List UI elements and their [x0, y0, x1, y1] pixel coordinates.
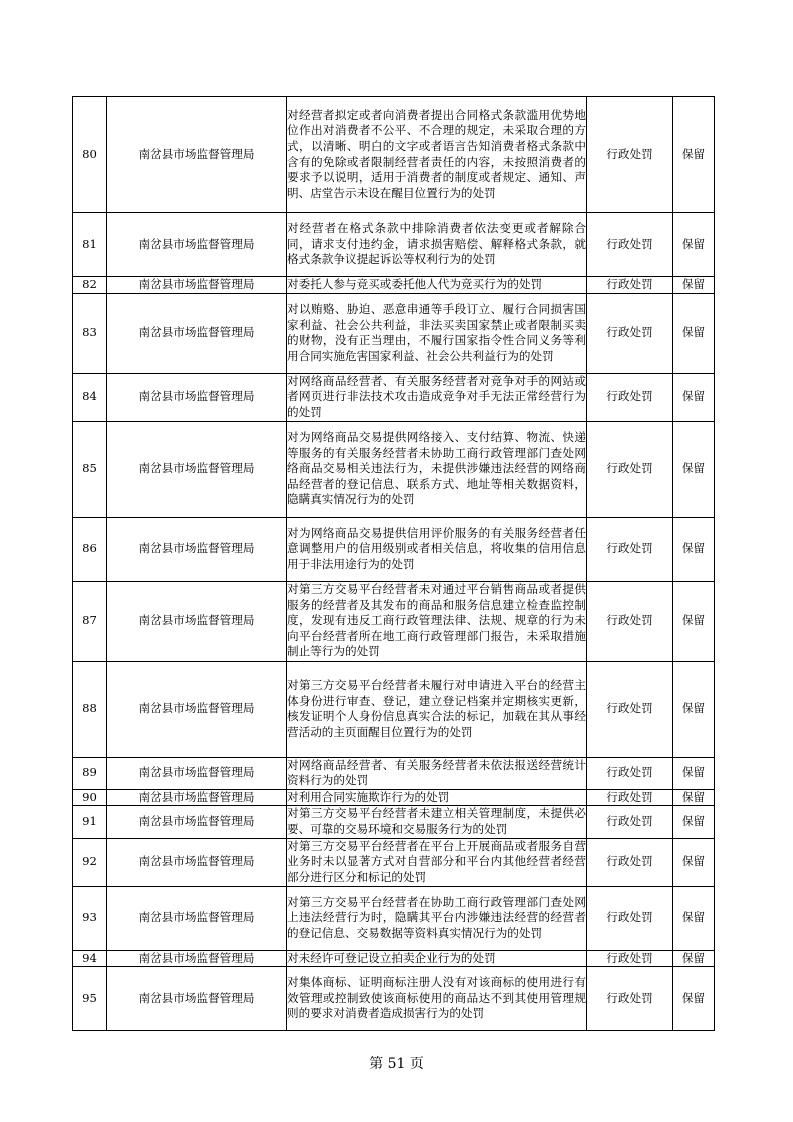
status-cell: 保留 — [673, 517, 715, 581]
department-cell: 南岔县市场监督管理局 — [107, 789, 287, 806]
department-cell: 南岔县市场监督管理局 — [107, 950, 287, 967]
row-number: 95 — [73, 967, 107, 1031]
table-row — [73, 293, 715, 373]
department-cell: 南岔县市场监督管理局 — [107, 293, 287, 373]
department-cell: 南岔县市场监督管理局 — [107, 277, 287, 294]
row-number: 81 — [73, 213, 107, 277]
table-row — [73, 950, 715, 967]
power-type-cell: 行政处罚 — [587, 950, 673, 967]
table-row — [73, 789, 715, 806]
status-cell: 保留 — [673, 213, 715, 277]
row-number: 86 — [73, 517, 107, 581]
status-cell: 保留 — [673, 757, 715, 789]
row-number: 91 — [73, 806, 107, 838]
row-number: 84 — [73, 373, 107, 421]
power-type-cell: 行政处罚 — [587, 661, 673, 757]
row-number: 80 — [73, 97, 107, 213]
power-type-cell: 行政处罚 — [587, 97, 673, 213]
row-number: 90 — [73, 789, 107, 806]
department-cell: 南岔县市场监督管理局 — [107, 757, 287, 789]
table-row — [73, 661, 715, 757]
page-number: 第 51 页 — [369, 1056, 424, 1072]
status-cell: 保留 — [673, 581, 715, 661]
department-cell: 南岔县市场监督管理局 — [107, 373, 287, 421]
table-row — [73, 581, 715, 661]
row-number: 89 — [73, 757, 107, 789]
penalty-item-cell: 对为网络商品交易提供网络接入、支付结算、物流、快递等服务的有关服务经营者未协助工商行政管理部门查处网络商品交易相关违法行为，未提供涉嫌违法经营的网络商品经营者的登记信息、联系方式、地址等相关数据资料，隐瞒真实情况行为的处罚 — [287, 421, 587, 517]
department-cell: 南岔县市场监督管理局 — [107, 517, 287, 581]
table-row — [73, 806, 715, 838]
status-cell: 保留 — [673, 293, 715, 373]
row-number: 87 — [73, 581, 107, 661]
power-type-cell: 行政处罚 — [587, 967, 673, 1031]
table-row — [73, 757, 715, 789]
table-row — [73, 373, 715, 421]
table-row — [73, 97, 715, 213]
department-cell: 南岔县市场监督管理局 — [107, 806, 287, 838]
row-number: 82 — [73, 277, 107, 294]
power-type-cell: 行政处罚 — [587, 886, 673, 950]
table-row — [73, 517, 715, 581]
table-row — [73, 277, 715, 294]
penalty-item-cell: 对经营者拟定或者向消费者提出合同格式条款滥用优势地位作出对消费者不公平、不合理的规定，未采取合理的方式，以清晰、明白的文字或者语言告知消费者格式条款中含有的免除或者限制经营者责任的内容，未按照消费者的要求予以说明，适用于消费者的制度或者规定、通知、声明、店堂告示未设在醒目位置行为的处罚 — [287, 97, 587, 213]
row-number: 85 — [73, 421, 107, 517]
status-cell: 保留 — [673, 661, 715, 757]
department-cell: 南岔县市场监督管理局 — [107, 967, 287, 1031]
table-row — [73, 421, 715, 517]
power-type-cell: 行政处罚 — [587, 373, 673, 421]
status-cell: 保留 — [673, 421, 715, 517]
power-type-cell: 行政处罚 — [587, 517, 673, 581]
penalty-item-cell: 对利用合同实施欺诈行为的处罚 — [287, 789, 587, 806]
row-number: 94 — [73, 950, 107, 967]
status-cell: 保留 — [673, 97, 715, 213]
status-cell: 保留 — [673, 838, 715, 886]
power-type-cell: 行政处罚 — [587, 277, 673, 294]
status-cell: 保留 — [673, 806, 715, 838]
department-cell: 南岔县市场监督管理局 — [107, 97, 287, 213]
penalty-item-cell: 对以贿赂、胁迫、恶意串通等手段订立、履行合同损害国家利益、社会公共利益，非法买卖国家禁止或者限制买卖的财物，没有正当理由，不履行国家指令性合同义务等利用合同实施危害国家利益、社会公共利益行为的处罚 — [287, 293, 587, 373]
power-type-cell: 行政处罚 — [587, 421, 673, 517]
power-type-cell: 行政处罚 — [587, 213, 673, 277]
penalty-item-cell: 对网络商品经营者、有关服务经营者对竞争对手的网站或者网页进行非法技术攻击造成竞争对手无法正常经营行为的处罚 — [287, 373, 587, 421]
penalty-item-cell: 对经营者在格式条款中排除消费者依法变更或者解除合同，请求支付违约金，请求损害赔偿、解释格式条款，就格式条款争议提起诉讼等权利行为的处罚 — [287, 213, 587, 277]
penalty-item-cell: 对第三方交易平台经营者未建立相关管理制度，未提供必要、可靠的交易环境和交易服务行为的处罚 — [287, 806, 587, 838]
table-row — [73, 213, 715, 277]
status-cell: 保留 — [673, 789, 715, 806]
power-type-cell: 行政处罚 — [587, 806, 673, 838]
status-cell: 保留 — [673, 373, 715, 421]
penalty-item-cell: 对第三方交易平台经营者未对通过平台销售商品或者提供服务的经营者及其发布的商品和服务信息建立检查监控制度，发现有违反工商行政管理法律、法规、规章的行为未向平台经营者所在地工商行政管理部门报告，未采取措施制止等行为的处罚 — [287, 581, 587, 661]
department-cell: 南岔县市场监督管理局 — [107, 661, 287, 757]
power-type-cell: 行政处罚 — [587, 293, 673, 373]
power-type-cell: 行政处罚 — [587, 581, 673, 661]
table-row — [73, 967, 715, 1031]
penalty-items-table — [72, 96, 715, 1031]
row-number: 92 — [73, 838, 107, 886]
row-number: 83 — [73, 293, 107, 373]
power-type-cell: 行政处罚 — [587, 838, 673, 886]
department-cell: 南岔县市场监督管理局 — [107, 421, 287, 517]
penalty-item-cell: 对第三方交易平台经营者未履行对申请进入平台的经营主体身份进行审查、登记，建立登记档案并定期核实更新，核发证明个人身份信息真实合法的标记，加载在其从事经营活动的主页面醒目位置行为的处罚 — [287, 661, 587, 757]
status-cell: 保留 — [673, 277, 715, 294]
department-cell: 南岔县市场监督管理局 — [107, 581, 287, 661]
department-cell: 南岔县市场监督管理局 — [107, 886, 287, 950]
power-type-cell: 行政处罚 — [587, 789, 673, 806]
row-number: 88 — [73, 661, 107, 757]
penalty-item-cell: 对第三方交易平台经营者在平台上开展商品或者服务自营业务时未以显著方式对自营部分和平台内其他经营者经营部分进行区分和标记的处罚 — [287, 838, 587, 886]
penalty-item-cell: 对网络商品经营者、有关服务经营者未依法报送经营统计资料行为的处罚 — [287, 757, 587, 789]
table-body — [73, 97, 715, 1031]
status-cell: 保留 — [673, 950, 715, 967]
row-number: 93 — [73, 886, 107, 950]
table-row — [73, 838, 715, 886]
penalty-item-cell: 对未经许可登记设立拍卖企业行为的处罚 — [287, 950, 587, 967]
power-type-cell: 行政处罚 — [587, 757, 673, 789]
department-cell: 南岔县市场监督管理局 — [107, 838, 287, 886]
penalty-item-cell: 对为网络商品交易提供信用评价服务的有关服务经营者任意调整用户的信用级别或者相关信息，将收集的信用信息用于非法用途行为的处罚 — [287, 517, 587, 581]
department-cell: 南岔县市场监督管理局 — [107, 213, 287, 277]
penalty-item-cell: 对委托人参与竞买或委托他人代为竞买行为的处罚 — [287, 277, 587, 294]
penalty-item-cell: 对第三方交易平台经营者在协助工商行政管理部门查处网上违法经营行为时，隐瞒其平台内涉嫌违法经营的经营者的登记信息、交易数据等资料真实情况行为的处罚 — [287, 886, 587, 950]
status-cell: 保留 — [673, 967, 715, 1031]
status-cell: 保留 — [673, 886, 715, 950]
table-row — [73, 886, 715, 950]
penalty-item-cell: 对集体商标、证明商标注册人没有对该商标的使用进行有效管理或控制致使该商标使用的商品达不到其使用管理规则的要求对消费者造成损害行为的处罚 — [287, 967, 587, 1031]
